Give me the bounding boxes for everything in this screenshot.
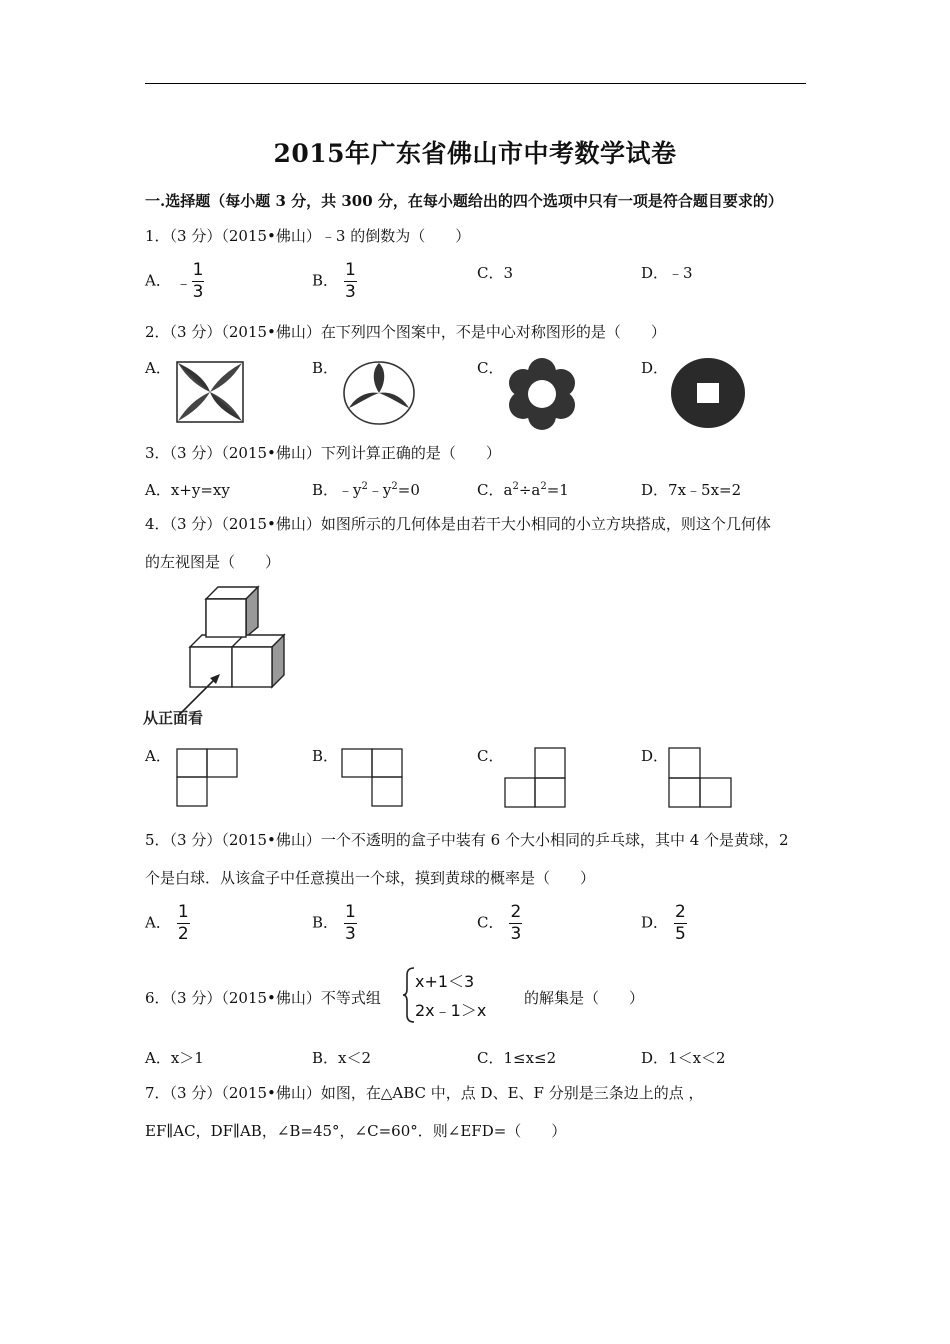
q1-option-d[interactable] [641,262,693,283]
q1-option-b[interactable] [312,262,357,301]
option-value: 1≤x≤2 [503,1049,557,1067]
q1-option-c[interactable] [477,262,513,283]
option-label: D． [641,264,669,282]
option-label: B． [312,481,339,499]
q5-option-a[interactable] [145,904,190,943]
q6-option-a[interactable] [145,1047,204,1068]
q4-option-c-label[interactable]: C． [477,747,504,765]
exam-title: 2015年广东省佛山市中考数学试卷 [273,139,677,168]
expr-part: a [503,481,513,499]
view-option-b[interactable] [341,748,403,808]
q3-option-b[interactable] [312,479,420,500]
option-value: x+y=xy [170,481,230,499]
option-label: B． [312,271,339,290]
exponent: 2 [540,481,547,492]
option-label: D． [641,1049,669,1067]
option-label: C． [477,1049,504,1067]
expr-part: ﹣y [367,481,392,499]
option-value: 1＜x＜2 [668,1049,726,1067]
inequality-line-2: 2x﹣1＞x [415,1001,487,1020]
question-1-stem: 1．（3 分）（2015•佛山）﹣3 的倒数为（ ） [145,227,471,245]
figure-square-petals[interactable] [176,361,244,423]
question-7-stem-line1: 7．（3 分）（2015•佛山）如图，在△ABC 中，点 D、E、F 分别是三条边上的点 ， [145,1084,704,1102]
q6-option-c[interactable] [477,1047,556,1068]
option-label: C． [477,481,504,499]
figure-circle-three-blades[interactable] [342,360,416,426]
fraction: $\frac{1}{3}$ [345,260,356,302]
minus-sign: ﹣ [175,273,192,292]
q1-option-a[interactable] [145,262,204,301]
exponent: 2 [361,481,368,492]
q2-option-b-label[interactable]: B． [312,359,339,377]
view-option-d[interactable] [668,747,732,809]
option-label: A． [145,481,171,499]
option-label: A． [145,1049,171,1067]
option-value: x＞1 [170,1049,204,1067]
option-label: D． [641,481,669,499]
option-label: D． [641,913,669,932]
q3-option-a[interactable] [145,479,230,500]
question-5-stem-line1: 5．（3 分）（2015•佛山）一个不透明的盒子中装有 6 个大小相同的乒乓球，其中 4 个是黄球，2 [145,831,789,849]
expr-part: =1 [546,481,569,499]
q4-option-d-label[interactable]: D． [641,747,669,765]
question-5-stem-line2: 个是白球．从该盒子中任意摸出一个球，摸到黄球的概率是（ ） [145,869,596,887]
expr-part: ÷a [518,481,541,499]
option-label: C． [477,913,504,932]
option-label: A． [145,271,171,290]
option-value: ﹣3 [668,264,693,282]
expr-part: =0 [397,481,420,499]
q2-option-a-label[interactable]: A． [145,359,171,377]
fraction: $\frac{1}{2}$ [177,902,189,944]
fraction: $\frac{2}{3}$ [510,902,522,944]
figure-flower[interactable] [505,357,579,431]
view-option-c[interactable] [504,747,566,809]
question-2-stem: 2．（3 分）（2015•佛山）在下列四个图案中，不是中心对称图形的是（ ） [145,323,666,341]
q3-option-d[interactable] [641,479,741,500]
left-brace-icon [402,967,416,1023]
option-label: B． [312,1049,339,1067]
fraction: $\frac{1}{3}$ [192,260,204,302]
exponent: 2 [512,481,519,492]
figure-caption: 从正面看 [143,709,204,727]
fraction: $\frac{2}{5}$ [675,902,686,944]
q6-option-d[interactable] [641,1047,726,1068]
expr-part: ﹣y [338,481,362,499]
question-4-stem-line1: 4．（3 分）（2015•佛山）如图所示的几何体是由若干大小相同的小立方块搭成，则这个几何体 [145,515,771,533]
option-label: A． [145,913,171,932]
q2-option-c-label[interactable]: C． [477,359,504,377]
section-heading: 一.选择题（每小题 3 分，共 300 分，在每小题给出的四个选项中只有一项是符合题目要求的） [145,192,783,210]
q5-option-b[interactable] [312,904,357,943]
option-label: C． [477,264,504,282]
option-value: x＜2 [338,1049,372,1067]
option-label: B． [312,913,339,932]
question-6-stem-before: 6．（3 分）（2015•佛山）不等式组 [145,989,381,1007]
q3-option-c[interactable] [477,479,569,500]
option-value: 7x﹣5x=2 [668,481,742,499]
q5-option-d[interactable] [641,904,687,943]
q4-option-a-label[interactable]: A． [145,747,171,765]
option-value: 3 [503,264,514,282]
figure-coin[interactable] [670,357,746,429]
q4-option-b-label[interactable]: B． [312,747,339,765]
q2-option-d-label[interactable]: D． [641,359,669,377]
inequality-line-1: x+1＜3 [415,972,475,991]
exponent: 2 [391,481,398,492]
q6-option-b[interactable] [312,1047,371,1068]
fraction: $\frac{1}{3}$ [345,902,356,944]
view-option-a[interactable] [176,748,238,808]
top-rule [145,83,806,84]
question-6-stem-after: 的解集是（ ） [524,989,645,1007]
question-4-stem-line2: 的左视图是（ ） [145,553,281,571]
question-3-stem: 3．（3 分）（2015•佛山）下列计算正确的是（ ） [145,444,501,462]
question-7-stem-line2: EF∥AC，DF∥AB，∠B=45°，∠C=60°．则∠EFD=（ ） [145,1122,567,1140]
q5-option-c[interactable] [477,904,522,943]
